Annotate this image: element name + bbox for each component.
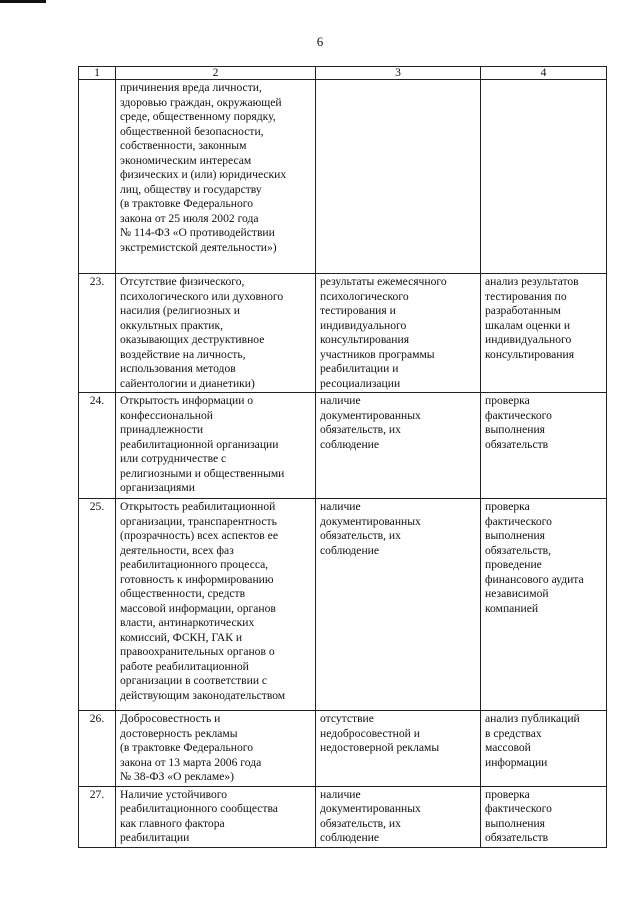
method-cell: анализ результатов тестирования по разработанным шкалам оценки и индивидуального консультирования [481,274,607,393]
row-number: 23. [79,274,116,393]
header-col-3: 3 [316,67,481,80]
row-number [79,80,116,274]
indicator-cell: результаты ежемесячного психологического тестирования и индивидуального консультирования участников программы реабилитации и ресоциализации [316,274,481,393]
header-col-2: 2 [116,67,316,80]
method-cell: проверка фактического выполнения обязательств [481,393,607,499]
table-row [79,274,607,393]
criterion-cell: Отсутствие физического, психологического или духовного насилия (религиозных и оккультных практик, оказывающих деструктивное воздействие на личность, использования методов сайентологии и дианетики) [116,274,316,393]
corner-mark [0,0,46,3]
indicator-cell: наличие документированных обязательств, их соблюдение [316,393,481,499]
criterion-cell: причинения вреда личности, здоровью граждан, окружающей среде, общественному порядку, общественной безопасности, собственности, законным экономическим интересам физических и (или) юридических лиц, обществу и государству (в трактовке Федерального закона от 25 июля 2002 года № 114-ФЗ «О противодействии экстремистской деятельности») [116,80,316,274]
row-number: 25. [79,499,116,711]
header-col-1: 1 [79,67,116,80]
row-number: 26. [79,711,116,787]
table-row [79,80,607,274]
method-cell: анализ публикаций в средствах массовой информации [481,711,607,787]
table-header-row [79,67,607,80]
criterion-cell: Наличие устойчивого реабилитационного сообщества как главного фактора реабилитации [116,786,316,847]
header-col-4: 4 [481,67,607,80]
criterion-cell: Открытость информации о конфессиональной принадлежности реабилитационной организации или сотрудничестве с религиозными и общественными организациями [116,393,316,499]
table-row [79,499,607,711]
table-row [79,711,607,787]
criterion-cell: Открытость реабилитационной организации, транспарентность (прозрачность) всех аспектов ее деятельности, всех фаз реабилитационного процесса, готовность к информированию общественности, средств массовой информации, органов власти, антинаркотических комиссий, ФСКН, ГАК и правоохранительных органов о работе реабилитационной организации в соответствии с действующим законодательством [116,499,316,711]
indicator-cell: наличие документированных обязательств, их соблюдение [316,499,481,711]
method-cell: проверка фактического выполнения обязательств [481,786,607,847]
indicator-cell [316,80,481,274]
criterion-cell: Добросовестность и достоверность рекламы (в трактовке Федерального закона от 13 марта 2006 года № 38-ФЗ «О рекламе») [116,711,316,787]
indicator-cell: отсутствие недобросовестной и недостоверной рекламы [316,711,481,787]
criteria-table [78,66,607,848]
page-number: 6 [316,34,324,49]
indicator-cell: наличие документированных обязательств, их соблюдение [316,786,481,847]
table-row [79,393,607,499]
row-number: 27. [79,786,116,847]
row-number: 24. [79,393,116,499]
method-cell: проверка фактического выполнения обязательств, проведение финансового аудита независимой компанией [481,499,607,711]
method-cell [481,80,607,274]
table-row [79,786,607,847]
